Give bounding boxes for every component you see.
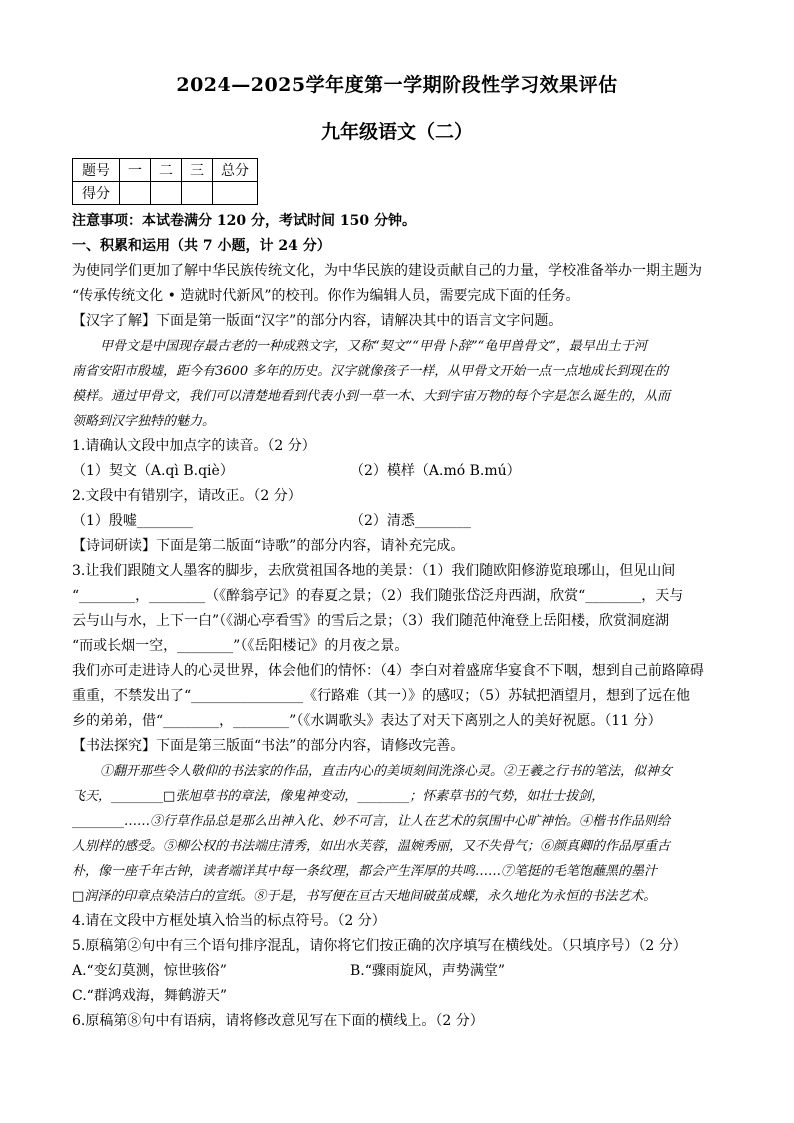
table-cell: 得分 bbox=[73, 182, 120, 205]
passage-line: ①翻开那些令人敬仰的书法家的作品，直击内心的美顷刻间洗涤心灵。②王羲之行书的笔法，似神女 bbox=[100, 764, 673, 779]
passage-line: 人别样的感受。⑤柳公权的书法端庄清秀，如出水芙蓉，温婉秀丽，又不失骨气；⑥颜真卿的作品厚重古 bbox=[72, 839, 671, 854]
passage-line[interactable]: ________……③行草作品总是那么出神入化、妙不可言，让人在艺术的氛围中心旷神怡。④楷书作品则给 bbox=[72, 814, 671, 829]
table-cell: 题号 bbox=[73, 159, 120, 182]
question-3-line: 3.让我们跟随文人墨客的脚步，去欣赏祖国各地的美景：（1）我们随欧阳修游览琅琊山，但见山间 bbox=[72, 563, 676, 579]
task-heading: 【汉字了解】下面是第一版面“汉字”的部分内容，请解决其中的语言文字问题。 bbox=[72, 313, 563, 329]
score-table bbox=[72, 158, 258, 205]
option[interactable]: （2）模样（A.mó B.mú） bbox=[350, 463, 521, 479]
passage-line: 领略到汉字独特的魅力。 bbox=[72, 414, 216, 429]
option: C.“群鸿戏海，舞鹤游天” bbox=[72, 988, 227, 1004]
task-heading: 【书法探究】下面是第三版面“书法”的部分内容，请修改完善。 bbox=[72, 738, 465, 754]
passage-line: 朴，像一座千年古钟，读者端详其中每一条纹理，都会产生浑厚的共鸣……⑦笔挺的毛笔饱蘸黑的墨汁 bbox=[72, 864, 658, 879]
passage-line: 南省安阳市殷墟，距今有3600 多年的历史。汉字就像孩子一样，从甲骨文开始一点一点地成长到现在的 bbox=[72, 364, 669, 379]
exam-title: 2024—2025学年度第一学期阶段性学习效果评估 bbox=[176, 74, 618, 96]
question-1-options bbox=[72, 459, 722, 484]
passage-line: 甲骨文是中国现存最古老的一种成熟文字，又称“契文”“甲骨卜辞”“龟甲兽骨文”，最早出土于河 bbox=[100, 339, 647, 354]
score-input-cell[interactable] bbox=[213, 182, 258, 205]
question-3-line[interactable]: 重重，不禁发出了“________________《行路难（其一）》的感叹；（5）苏轼把酒望月，想到了远在他 bbox=[72, 688, 691, 704]
score-input-cell[interactable] bbox=[151, 182, 182, 205]
task-heading: 【诗词研读】下面是第二版面“诗歌”的部分内容，请补充完成。 bbox=[72, 538, 465, 554]
intro-line: “传承传统文化 • 造就时代新风”的校刊。你作为编辑人员，需要完成下面的任务。 bbox=[72, 288, 580, 304]
table-cell: 二 bbox=[151, 159, 182, 182]
exam-subtitle: 九年级语文（二） bbox=[320, 121, 473, 143]
option: A.“变幻莫测，惊世骇俗” bbox=[72, 963, 227, 979]
exam-page bbox=[72, 60, 722, 1034]
question-3-line: 我们亦可走进诗人的心灵世界，体会他们的情怀：（4）李白对着盛席华宴食不下咽，想到自己前路障碍 bbox=[72, 663, 704, 679]
passage-calligraphy bbox=[72, 759, 722, 909]
table-cell: 一 bbox=[120, 159, 151, 182]
question-3-line[interactable]: “而或长烟一空，________”（《岳阳楼记》的月夜之景。 bbox=[72, 638, 409, 654]
answer-blank[interactable]: （2）清悉________ bbox=[350, 513, 471, 529]
question-2-blanks bbox=[72, 509, 722, 534]
passage-oracle-bone bbox=[72, 334, 722, 434]
score-input-cell[interactable] bbox=[120, 182, 151, 205]
table-row bbox=[73, 182, 258, 205]
question-3-line: 云与山与水，上下一白”（《湖心亭看雪》的雪后之景；（3）我们随范仲淹登上岳阳楼，欣赏洞庭湖 bbox=[72, 613, 670, 629]
intro-line: 为使同学们更加了解中华民族传统文化，为中华民族的建设贡献自己的力量，学校准备举办一期主题为 bbox=[72, 263, 702, 279]
passage-line[interactable]: □润泽的印章点染洁白的宣纸。⑧于是，书写便在亘古天地间破茧成蝶，永久地化为永恒的书法艺术。 bbox=[72, 889, 657, 904]
passage-line: 模样。通过甲骨文，我们可以清楚地看到代表小到一草一木、大到宇宙万物的每个字是怎么诞生的，从而 bbox=[72, 389, 671, 404]
option: B.“骤雨旋风，声势满堂” bbox=[350, 963, 506, 979]
question-1: 1.请确认文段中加点字的读音。（2 分） bbox=[72, 438, 316, 454]
question-3-line[interactable]: “________，________（《醉翁亭记》的春夏之景；（2）我们随张岱泛舟西湖，欣赏“________，天与 bbox=[72, 588, 684, 604]
table-cell: 三 bbox=[182, 159, 213, 182]
notice: 注意事项：本试卷满分 120 分，考试时间 150 分钟。 bbox=[72, 213, 416, 229]
answer-blank[interactable]: （1）殷嘘________ bbox=[72, 513, 193, 529]
question-6: 6.原稿第⑧句中有语病，请将修改意见写在下面的横线上。（2 分） bbox=[72, 1013, 484, 1029]
table-cell: 总分 bbox=[213, 159, 258, 182]
question-5-options bbox=[72, 959, 722, 984]
question-5: 5.原稿第②句中有三个语句排序混乱，请你将它们按正确的次序填写在横线处。（只填序号）（2 分） bbox=[72, 938, 687, 954]
passage-line[interactable]: 飞天，________□张旭草书的章法，像鬼神变动，________；怀素草书的气势，如壮士拔剑， bbox=[72, 789, 605, 804]
question-4: 4.请在文段中方框处填入恰当的标点符号。（2 分） bbox=[72, 913, 386, 929]
question-2: 2.文段中有错别字，请改正。（2 分） bbox=[72, 488, 302, 504]
table-row bbox=[73, 159, 258, 182]
question-3-line[interactable]: 乡的弟弟，借“________，________”（《水调歌头》表达了对天下离别之人的美好祝愿。（11 分） bbox=[72, 713, 662, 729]
section-heading: 一、积累和运用（共 7 小题，计 24 分） bbox=[72, 238, 331, 254]
score-input-cell[interactable] bbox=[182, 182, 213, 205]
option[interactable]: （1）契文（A.qì B.qiè） bbox=[72, 463, 234, 479]
